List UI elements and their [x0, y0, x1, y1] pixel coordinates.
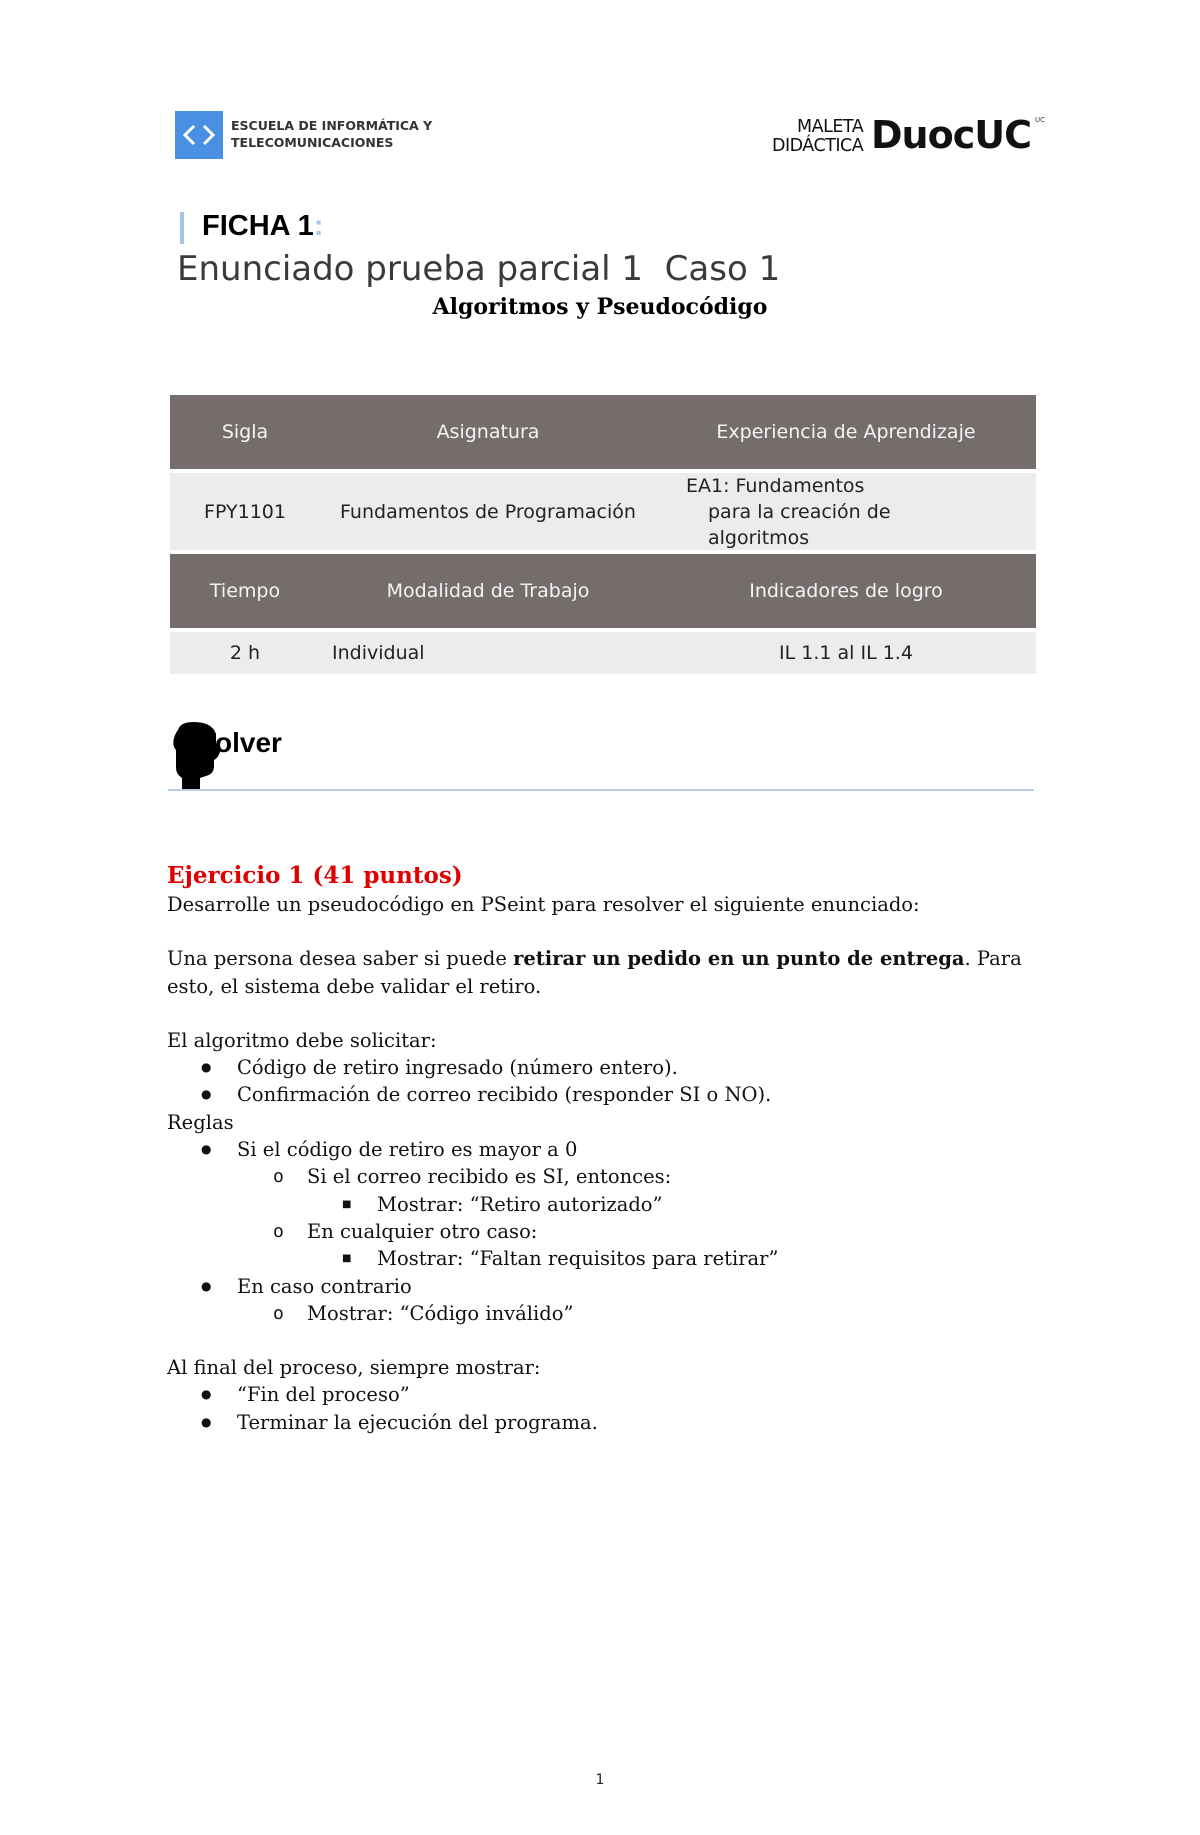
exercise-title: Ejercicio 1 (41 puntos): [167, 862, 463, 889]
page-title: Enunciado prueba parcial 1 Caso 1: [177, 249, 781, 289]
list-item: ● En caso contrario: [167, 1273, 1037, 1300]
list-item: o Si el correo recibido es SI, entonces:: [167, 1163, 1037, 1190]
list-item: ● “Fin del proceso”: [167, 1381, 1037, 1408]
list-item: ■ Mostrar: “Faltan requisitos para retirar”: [167, 1245, 1037, 1272]
final-label: Al final del proceso, siempre mostrar:: [167, 1356, 541, 1380]
exercise-intro: Desarrolle un pseudocódigo en PSeint para resolver el siguiente enunciado:: [167, 893, 920, 916]
brand-mark: UC: [1035, 116, 1046, 124]
table-row: [170, 473, 1036, 550]
list-item: o En cualquier otro caso:: [167, 1218, 1037, 1245]
school-name: ESCUELA DE INFORMÁTICA Y TELECOMUNICACIONES: [231, 118, 433, 150]
header-cell-indicadores: Indicadores de logro: [749, 580, 943, 602]
solicitar-list: [167, 1054, 1037, 1109]
title-accent-bar: [180, 212, 184, 244]
header-cell-modalidad: Modalidad de Trabajo: [386, 580, 590, 602]
header-cell-experiencia: Experiencia de Aprendizaje: [716, 421, 976, 443]
header-cell-sigla: Sigla: [221, 421, 269, 443]
brand-logo: DuocUC: [871, 113, 1031, 157]
list-item: ■ Mostrar: “Retiro autorizado”: [167, 1191, 1037, 1218]
info-table: [170, 395, 1036, 674]
cell-experiencia: EA1: Fundamentos para la creación de algoritmos: [686, 474, 891, 549]
table-header-row: [170, 554, 1036, 628]
list-item: o Mostrar: “Código inválido”: [167, 1300, 1037, 1327]
header-cell-asignatura: Asignatura: [436, 421, 540, 443]
reglas-label: Reglas: [167, 1110, 234, 1134]
final-list: [167, 1381, 1037, 1436]
exercise-paragraph: Una persona desea saber si puede retirar un pedido en un punto de entrega. Para esto, el sistema debe validar el retiro.: [167, 947, 1022, 998]
ficha-title: FICHA 1:: [202, 210, 324, 242]
cell-asignatura: Fundamentos de Programación: [340, 500, 636, 523]
page-number: 1: [595, 1772, 605, 1788]
cell-sigla: FPY1101: [204, 500, 286, 523]
school-logo-icon: [175, 111, 223, 159]
solicitar-label: El algoritmo debe solicitar:: [167, 1028, 437, 1052]
section-divider: [168, 789, 1034, 791]
list-item: ● Si el código de retiro es mayor a 0: [167, 1136, 1037, 1163]
cell-modalidad: Individual: [332, 642, 425, 664]
list-item: ● Terminar la ejecución del programa.: [167, 1409, 1037, 1436]
section-title: olver: [215, 727, 282, 758]
cell-tiempo: 2 h: [229, 642, 261, 664]
cell-indicadores: IL 1.1 al IL 1.4: [779, 642, 913, 664]
table-row: [170, 632, 1036, 674]
list-item: ● Confirmación de correo recibido (responder SI o NO).: [167, 1081, 1037, 1108]
exercise-content: [167, 860, 1037, 1436]
page-subtitle: Algoritmos y Pseudocódigo: [432, 294, 768, 320]
maleta-didactica-label: MALETA DIDÁCTICA: [772, 117, 864, 156]
rules-list: [167, 1136, 1037, 1327]
table-header-row: [170, 395, 1036, 469]
header-cell-tiempo: Tiempo: [209, 580, 281, 602]
list-item: ● Código de retiro ingresado (número entero).: [167, 1054, 1037, 1081]
